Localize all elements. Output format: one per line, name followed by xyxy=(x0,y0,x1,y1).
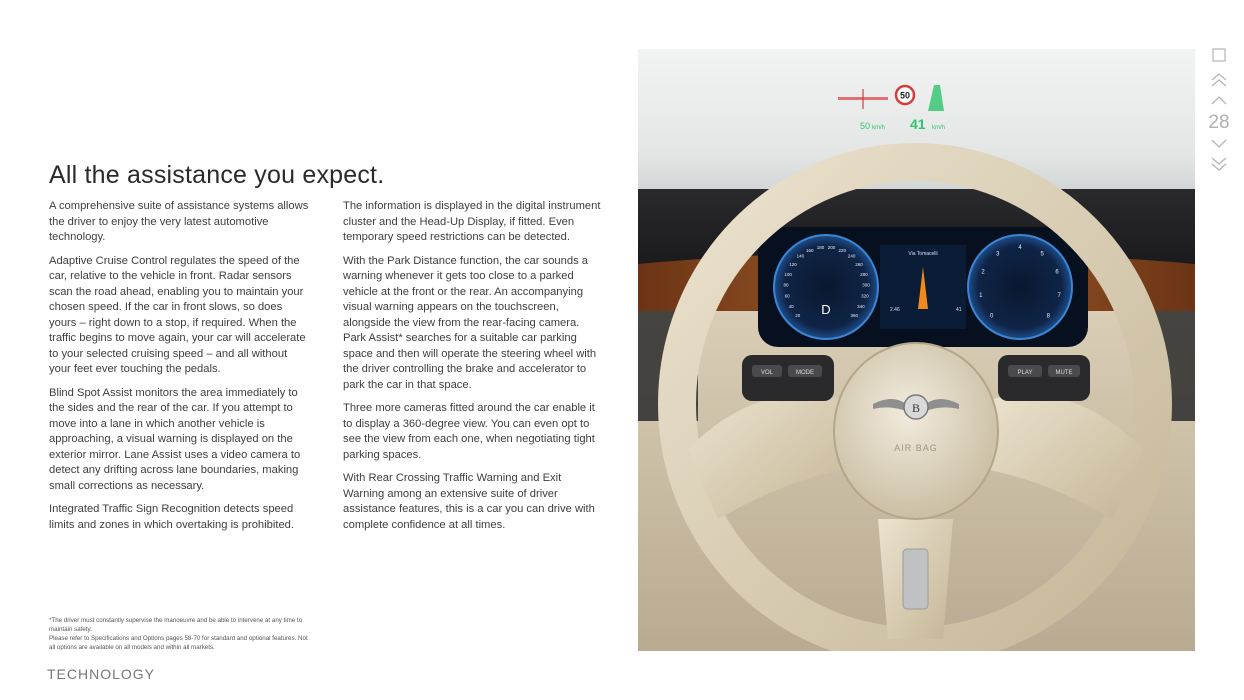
square-icon xyxy=(1212,48,1226,62)
instrument-cluster xyxy=(758,227,1088,347)
footnote xyxy=(49,616,314,652)
speedometer-tick-label: 60 xyxy=(784,293,790,299)
tachometer-tick-label: 6 xyxy=(1055,269,1059,276)
speedometer-tick-label: 120 xyxy=(789,261,797,267)
page-navigation xyxy=(1204,44,1234,184)
page-heading: All the assistance you expect. xyxy=(49,161,385,189)
page-number: 28 xyxy=(1208,112,1230,133)
previous-page-button[interactable] xyxy=(1204,94,1234,106)
speedometer-tick-label: 240 xyxy=(847,253,856,259)
tachometer-tick-label: 5 xyxy=(1040,251,1044,258)
steering-wheel-photo xyxy=(638,49,1195,651)
paragraph-adaptive-cruise: Adaptive Cruise Control regulates the speed of the car, relative to the vehicle in front. Radar sensors scan the road ahead, enabling you to maintain your chosen speed. If the car in front slows, so does yours – right down to a stop, if required. When the traffic begins to move again, your car will accelerate to your selected cruising speed – and all without your feet ever touching the pedals. xyxy=(49,254,306,375)
left-button-vol-label: VOL xyxy=(760,370,774,376)
paragraph-intro: A comprehensive suite of assistance systems allows the driver to enjoy the very latest automotive technology. xyxy=(49,200,309,243)
double-chevron-up-icon xyxy=(1210,72,1228,88)
tachometer-tick-label: 4 xyxy=(1018,245,1022,251)
first-page-button[interactable] xyxy=(1204,72,1234,88)
tachometer-tick-label: 3 xyxy=(996,251,1000,258)
speedometer-tick-label: 180 xyxy=(816,244,825,250)
next-page-button[interactable] xyxy=(1204,138,1234,150)
right-button-mute-label: MUTE xyxy=(1055,370,1073,376)
hud-current-unit: km/h xyxy=(932,125,946,131)
airbag-label: AIR BAG xyxy=(894,443,938,453)
speedometer-tick-label: 20 xyxy=(795,312,801,318)
right-button-play-label: PLAY xyxy=(1017,370,1033,376)
speedometer-tick-label: 300 xyxy=(862,282,870,288)
speedometer-tick-label: 140 xyxy=(796,253,805,259)
footnote-line-2: Please refer to Specifications and Options pages 58-70 for standard and optional features. Not all options are available on all models and within all markets. xyxy=(49,635,308,651)
speedometer-tick-label: 220 xyxy=(838,247,846,253)
last-page-button[interactable] xyxy=(1204,156,1234,172)
trip-readout: 2.46 xyxy=(890,307,900,313)
speedometer-tick-label: 320 xyxy=(861,293,869,299)
right-text-column xyxy=(343,199,605,541)
speedometer-tick-label: 340 xyxy=(857,304,865,309)
paragraph-park-distance: With the Park Distance function, the car sounds a warning whenever it gets too close to a parked vehicle at the front or the rear. An accompanying visual warning appears on the touchscreen, alongside the view from the rear-facing camera. Park Assist* searches for a suitable car parking space and then will operate the steering wheel with the driver controlling the brake and accelerator to park the car in that space. xyxy=(343,254,597,391)
tachometer-tick-label: 0 xyxy=(990,313,994,320)
speedometer-tick-label: 360 xyxy=(850,312,859,318)
left-button-mode-label: MODE xyxy=(796,370,814,376)
footnote-line-1: *The driver must constantly supervise the manoeuvre and be able to intervene at any time to maintain safety. xyxy=(49,617,303,633)
right-control-pad xyxy=(998,355,1090,401)
speedometer-tick-label: 100 xyxy=(784,271,792,277)
left-text-column xyxy=(49,199,311,541)
hud-set-speed: 50 xyxy=(860,121,871,131)
speedometer-tick-label: 280 xyxy=(860,271,868,277)
speedometer-tick-label: 160 xyxy=(806,247,814,253)
paragraph-rear-crossing: With Rear Crossing Traffic Warning and Exit Warning among an extensive suite of driver assistance features, this is a car you can drive with complete confidence at all times. xyxy=(343,472,595,531)
chevron-up-icon xyxy=(1210,94,1228,106)
paragraph-traffic-sign: Integrated Traffic Sign Recognition detects speed limits and zones in which overtaking is prohibited. xyxy=(49,503,295,531)
tachometer-tick-label: 1 xyxy=(979,292,983,299)
range-readout: 41 xyxy=(956,307,962,313)
gear-indicator: D xyxy=(821,302,831,317)
paragraph-cameras: Three more cameras fitted around the car enable it to display a 360-degree view. You can even opt to see the view from each one, when negotiating tight parking spaces. xyxy=(343,402,595,461)
hud-current-speed: 41 xyxy=(910,116,926,132)
left-control-pad xyxy=(742,355,834,401)
tachometer-tick-label: 7 xyxy=(1057,292,1061,299)
speedometer-tick-label: 40 xyxy=(788,304,794,309)
fullscreen-button[interactable] xyxy=(1204,48,1234,62)
section-label: TECHNOLOGY xyxy=(47,666,156,682)
steering-hub xyxy=(834,343,998,519)
chevron-down-icon xyxy=(1210,138,1228,150)
paragraph-display-info: The information is displayed in the digital instrument cluster and the Head-Up Display, if fitted. Even temporary speed restrictions can be detected. xyxy=(343,200,601,243)
hud-set-unit: km/h xyxy=(872,125,886,131)
speedometer-tick-label: 260 xyxy=(855,261,863,267)
speedometer-tick-label: 200 xyxy=(827,244,836,250)
tachometer-tick-label: 8 xyxy=(1046,313,1050,320)
tachometer-tick-label: 2 xyxy=(981,269,985,276)
hud-speed-limit-value: 50 xyxy=(899,90,911,101)
cockpit-illustration xyxy=(638,49,1195,651)
speedometer-tick-label: 80 xyxy=(783,282,789,288)
nav-street-name: Via Tomacelli xyxy=(908,251,938,257)
paragraph-blind-spot: Blind Spot Assist monitors the area immediately to the sides and the rear of the car. If you attempt to move into a lane in which another vehicle is approaching, a visual warning is displayed on the exterior mirror. Lane Assist uses a video camera to detect any drifting across lane boundaries, making small corrections as necessary. xyxy=(49,386,301,492)
bottom-spoke-chrome xyxy=(903,549,928,609)
double-chevron-down-icon xyxy=(1210,156,1228,172)
svg-text:B: B xyxy=(911,401,921,415)
